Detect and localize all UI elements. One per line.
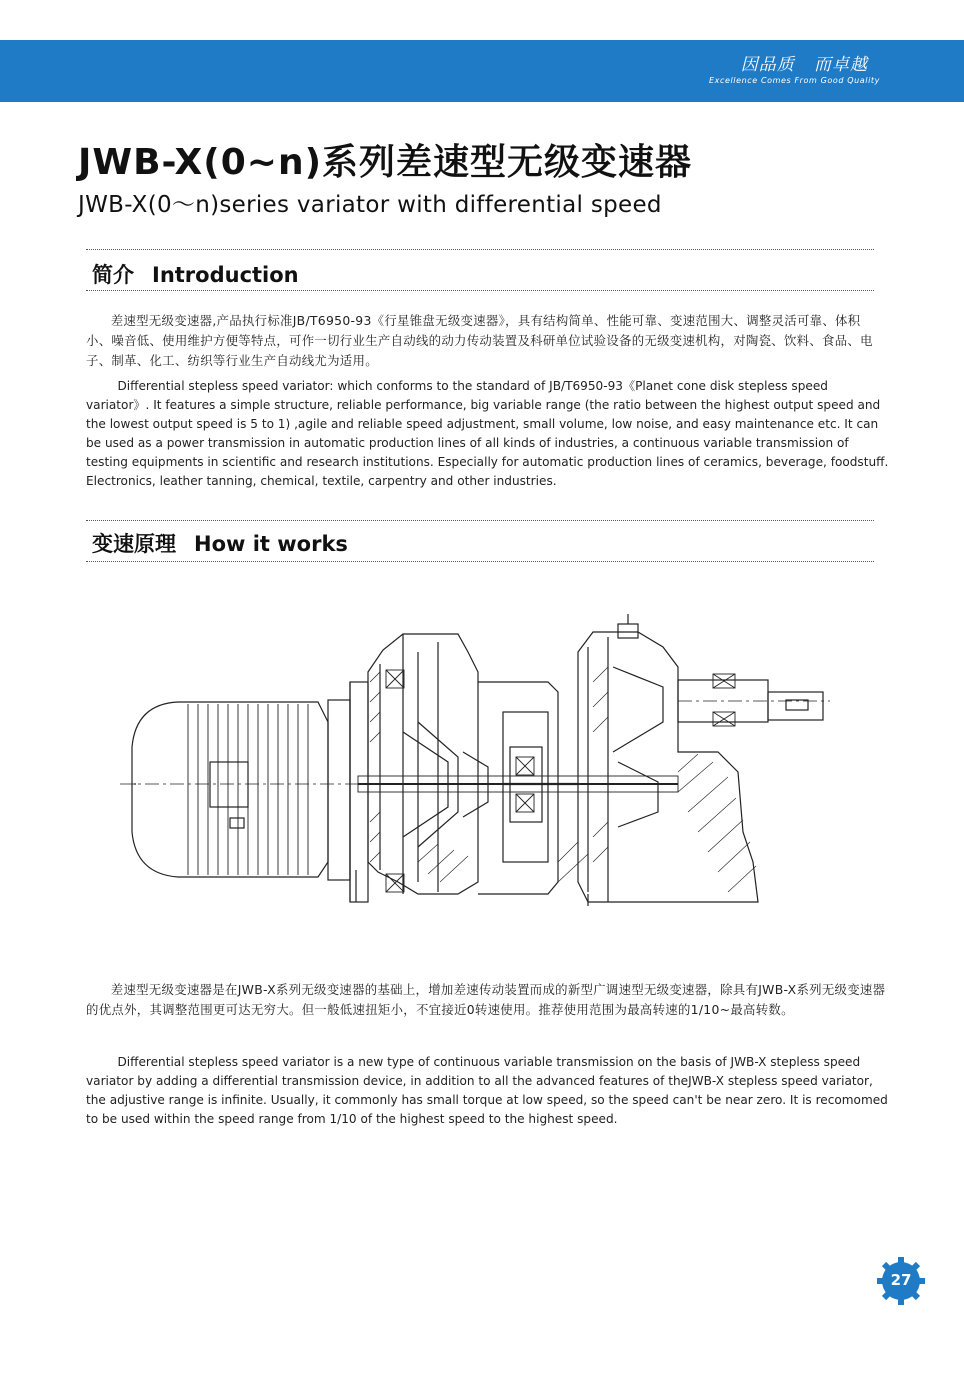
section-heading-en: How it works xyxy=(194,532,348,556)
section-heading-en: Introduction xyxy=(152,263,299,287)
introduction-paragraph-en: Differential stepless speed variator: which conforms to the standard of JB/T6950-93《Planet cone disk stepless speed variator》. It features a simple structure, reliable performance, big variable range (the ratio between the highest output speed and the lowest output speed is 5 to 1) ,agile and reliable speed adjustment, small volume, low noise, and easy maintenance etc. It can be used as a power transmission in automatic production lines of all kinds of industries, a continuous variable transmission of testing equipments in scientific and research institutions. Especially for automatic production lines of ceramics, beverage, foodstuff. Electronics, leather tanning, chemical, textile, carpentry and other industries. xyxy=(86,379,889,488)
section-heading-cn: 变速原理 xyxy=(92,532,176,556)
slogan-english: Excellence Comes From Good Quality xyxy=(708,76,880,85)
section-heading-introduction xyxy=(92,259,299,289)
slogan-chinese: 因品质 而卓越 xyxy=(740,55,868,75)
section-heading-how-it-works xyxy=(92,528,348,558)
divider xyxy=(86,561,874,562)
section-heading-cn: 简介 xyxy=(92,263,134,287)
how-it-works-paragraph-en: Differential stepless speed variator is a new type of continuous variable transmission on the basis of JWB-X stepless speed variator by adding a differential transmission device, in addition to all the advanced features of theJWB-X stepless speed variator, the adjustive range is infinite. Usually, it commonly has small torque at low speed, so the speed can't be near zero. It is recomomed to be used within the speed range from 1/10 of the highest speed to the highest speed. xyxy=(86,1055,888,1126)
introduction-paragraph-cn: 差速型无级变速器,产品执行标准JB/T6950-93《行星锥盘无级变速器》，具有结构简单、性能可靠、变速范围大、调整灵活可靠、体积小、噪音低、使用维护方便等特点，可作一切行业生产自动线的动力传动装置及科研单位试验设备的无级变速机构，对陶瓷、饮料、食品、电子、制革、化工、纺织等行业生产自动线尤为适用。 xyxy=(86,313,873,368)
page-title-english: JWB-X(0～n)series variator with differential speed xyxy=(78,192,662,218)
variator-cross-section-drawing xyxy=(118,612,830,912)
divider xyxy=(86,520,874,521)
divider xyxy=(86,290,874,291)
page-title-chinese: JWB-X(0~n)系列差速型无级变速器 xyxy=(78,142,693,183)
how-it-works-paragraph-cn: 差速型无级变速器是在JWB-X系列无级变速器的基础上，增加差速传动装置而成的新型广调速型无级变速器，除具有JWB-X系列无级变速器的优点外，其调整范围更可达无穷大。但一般低速扭矩小，不宜接近0转速使用。推荐使用范围为最高转速的1/10~最高转数。 xyxy=(86,982,886,1017)
divider xyxy=(86,249,874,250)
page-number: 27 xyxy=(890,1271,912,1289)
